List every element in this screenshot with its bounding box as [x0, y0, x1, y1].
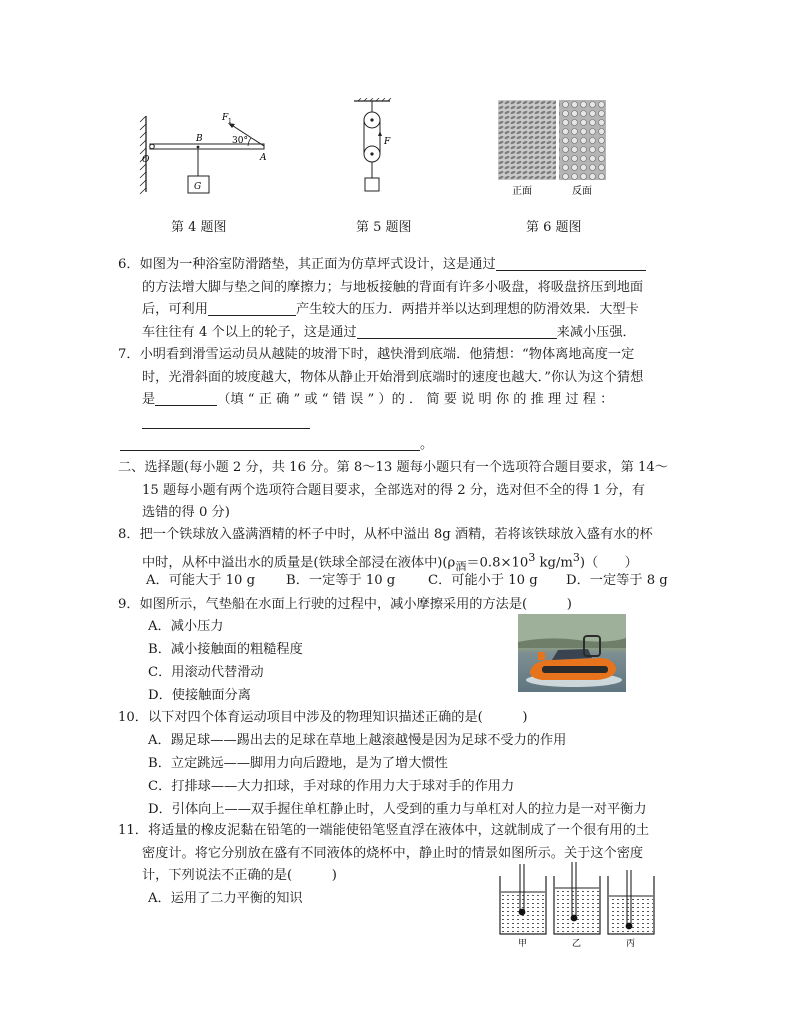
q7-blank-2[interactable]	[142, 413, 310, 429]
q8-line2c: kg/m	[535, 554, 573, 570]
q6-blank-1[interactable]	[496, 255, 646, 271]
fig6-label-front: 正面	[512, 186, 532, 197]
q10-stem: 以下对四个体育运动项目中涉及的物理知识描述正确的是( )	[147, 710, 528, 725]
q6-line4a: 车往往有 4 个以上的轮子，这是通过	[142, 324, 357, 340]
q7-line3b: （填 “ 正 确 ” 或 “ 错 误 ” ）的 ． 简 要 说 明 你 的 推 理 过 程 ：	[217, 392, 614, 407]
q9-option-a[interactable]: A．减小压力	[148, 619, 224, 634]
q7-blank-1[interactable]	[155, 390, 217, 406]
q11-beakers-diagram	[496, 862, 662, 948]
q7-end: 。	[420, 436, 434, 452]
q6-line2: 的方法增大脚与垫之间的摩擦力；与地板接触的背面有许多小吸盘，将吸盘挤压到地面	[142, 279, 644, 295]
q7-blank-3[interactable]	[120, 435, 420, 451]
fig5-label-F: F	[384, 137, 391, 147]
q8-sup2: 3	[572, 550, 580, 564]
q6-line1: 如图为一种浴室防滑踏垫，其正面为仿草坪式设计，这是通过	[139, 257, 496, 272]
q11-line3: 计，下列说法不正确的是( )	[142, 868, 337, 883]
fig4-label-O: O	[142, 155, 150, 165]
q10-option-c[interactable]: C．打排球——大力扣球，手对球的作用力大于球对手的作用力	[148, 779, 515, 794]
q6-line3a: 后，可利用	[142, 302, 208, 317]
beaker-bing	[608, 870, 654, 934]
q11-line2: 密度计。将它分别放在盛有不同液体的烧杯中，静止时的情景如图所示。关于这个密度	[142, 845, 644, 861]
fig4-label-F1-sub: 1	[228, 118, 232, 125]
section-2-instructions	[118, 457, 678, 525]
section2-line1: 二、选择题(每小题 2 分，共 16 分。第 8～13 题每小题只有一个选项符合题目要求，第 14～	[118, 460, 668, 475]
q8-line2d: )（ ）	[579, 554, 638, 570]
fig4-label-F1: F	[222, 113, 229, 123]
q11-option-a[interactable]: A．运用了二力平衡的知识	[148, 891, 303, 906]
section2-line3: 选错的得 0 分)	[142, 505, 230, 520]
q8-line2b: ＝0.8×10	[466, 554, 529, 570]
beaker-label-bing: 丙	[626, 939, 636, 948]
question-7	[118, 344, 678, 456]
q7-line3a: 是	[142, 392, 156, 407]
q6-blank-2[interactable]	[208, 300, 296, 316]
beaker-label-jia: 甲	[518, 939, 528, 948]
fig6-label-back: 反面	[572, 186, 592, 197]
q6-blank-3[interactable]	[357, 323, 557, 339]
beaker-yi	[554, 862, 600, 934]
q7-number: 7．	[118, 347, 140, 362]
q8-number: 8．	[118, 527, 140, 542]
q9-option-b[interactable]: B．减小接触面的粗糙程度	[148, 642, 303, 657]
q10-option-b[interactable]: B．立定跳远——脚用力向后蹬地，是为了增大惯性	[148, 756, 448, 771]
fig4-label-B: B	[196, 134, 203, 144]
q11-number: 11．	[118, 823, 148, 838]
section2-line2: 15 题每小题有两个选项符合题目要求，全部选对的得 2 分，选对但不全的得 1 分，有	[142, 482, 645, 498]
fig6-caption: 第 6 题图	[526, 220, 582, 235]
q9-number: 9．	[118, 597, 140, 612]
q10-number: 10．	[118, 710, 148, 725]
fig4-caption: 第 4 题图	[171, 220, 227, 235]
fig5-caption: 第 5 题图	[356, 220, 412, 235]
q9-option-d[interactable]: D．使接触面分离	[148, 688, 251, 703]
q8-option-a[interactable]: A．可能大于 10 g	[146, 573, 256, 588]
q8-option-c[interactable]: C．可能小于 10 g	[428, 573, 538, 588]
q8-line2a: 中时，从杯中溢出水的质量是(铁球全部浸在液体中)(ρ	[142, 554, 456, 570]
q9-option-c[interactable]: C．用滚动代替滑动	[148, 665, 264, 680]
hovercraft-photo	[518, 614, 626, 692]
fig4-label-G: G	[194, 182, 202, 192]
fig6-front-image	[498, 100, 556, 180]
q8-sup: 3	[528, 550, 536, 564]
q10-option-a[interactable]: A．踢足球——踢出去的足球在草地上越滚越慢是因为足球不受力的作用	[148, 733, 567, 748]
beaker-jia	[500, 864, 546, 934]
q6-line4b: 来减小压强．	[556, 324, 636, 340]
fig4-lever-diagram	[136, 110, 286, 200]
fig4-label-A: A	[260, 153, 267, 163]
q6-number: 6．	[118, 257, 140, 272]
q11-line1: 将适量的橡皮泥黏在铅笔的一端能使铅笔竖直浮在液体中，这就制成了一个很有用的土	[147, 823, 650, 838]
q8-option-b[interactable]: B．一定等于 10 g	[286, 573, 396, 588]
fig6-mat-photos	[498, 100, 606, 200]
q9-stem: 如图所示，气垫船在水面上行驶的过程中，减小摩擦采用的方法是( )	[139, 597, 572, 612]
beaker-label-yi: 乙	[572, 939, 582, 948]
q8-line1: 把一个铁球放入盛满酒精的杯子中时，从杯中溢出 8g 酒精，若将该铁球放入盛有水的杯	[139, 527, 653, 542]
q7-line1: 小明看到滑雪运动员从越陡的坡滑下时，越快滑到底端．他猜想：“物体离地高度一定	[139, 347, 635, 362]
fig5-pulley-diagram	[350, 98, 400, 202]
question-6	[118, 254, 678, 344]
question-10	[118, 707, 678, 730]
q7-line2: 时，光滑斜面的坡度越大，物体从静止开始滑到底端时的速度也越大．”你认为这个猜想	[142, 369, 644, 385]
q8-sub: 酒	[455, 559, 467, 573]
fig6-back-image	[559, 100, 606, 180]
q8-option-d[interactable]: D．一定等于 8 g	[566, 573, 668, 588]
q10-option-d[interactable]: D．引体向上——双手握住单杠静止时，人受到的重力与单杠对人的拉力是一对平衡力	[148, 802, 647, 817]
q6-line3b: 产生较大的压力．两措并举以达到理想的防滑效果．大型卡	[295, 302, 639, 317]
fig4-label-angle: 30°	[232, 136, 248, 146]
